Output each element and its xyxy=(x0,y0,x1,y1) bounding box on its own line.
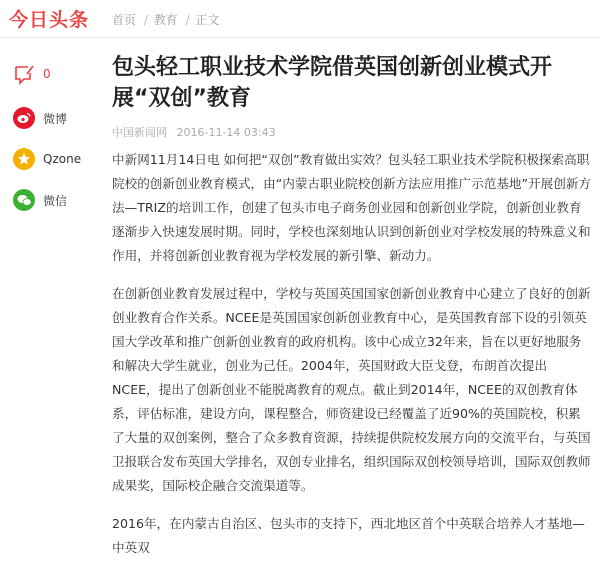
breadcrumb xyxy=(112,11,221,28)
share-weibo-button[interactable] xyxy=(13,106,93,130)
article-paragraph: 2016年，在内蒙古自治区、包头市的支持下，西北地区首个中英联合培养人才基地—中英双 xyxy=(112,516,585,555)
top-bar xyxy=(0,0,600,38)
article-paragraph: 在创新创业教育发展过程中，学校与英国英国国家创新创业教育中心建立了良好的创新创业教育合作关系。NCEE是英国国家创新创业教育中心，是英国教育部下设的引领英国大学改革和推广创新创业教育的政府机构。该中心成立32年来，旨在以更好地服务和解决大学生就业，创业为己任。2004年，英国财政大臣戈登，布朗首次提出NCEE，提出了创新创业不能脱离教育的观点。截止到2014年，NCEE的双创教育体系，评估标准，建设方向，课程整合，师资建设已经覆盖了近90%的英国院校，积累了大量的双创案例，整合了众多教育资源，持续提供院校发展方向的交流平台，与英国卫报联合发布英国大学排名，双创专业排名，组织国际双创校领导培训，国际双创教师成果奖，国际校企融合交流渠道等。 xyxy=(112,286,591,493)
share-wechat-label: 微信 xyxy=(43,193,68,208)
article-time: 2016-11-14 03:43 xyxy=(176,126,276,139)
article-body xyxy=(112,148,600,560)
share-qzone-label: Qzone xyxy=(43,152,82,166)
share-weibo-label: 微博 xyxy=(43,111,68,126)
qzone-icon xyxy=(13,148,35,170)
weibo-icon xyxy=(13,107,35,129)
article-title: 包头轻工职业技术学院借英国创新创业模式开展“双创”教育 xyxy=(112,55,553,111)
share-sidebar xyxy=(13,62,93,229)
breadcrumb-separator: / xyxy=(143,13,148,27)
share-wechat-button[interactable] xyxy=(13,188,93,212)
comment-button[interactable] xyxy=(13,62,93,86)
share-qzone-button[interactable] xyxy=(13,147,93,171)
breadcrumb-current: 正文 xyxy=(195,13,220,27)
breadcrumb-separator: / xyxy=(185,13,190,27)
breadcrumb-home[interactable]: 首页 xyxy=(112,13,137,27)
article-source[interactable]: 中国新闻网 xyxy=(112,126,167,139)
comment-count: 0 xyxy=(43,67,51,81)
wechat-icon xyxy=(13,189,35,211)
breadcrumb-education[interactable]: 教育 xyxy=(153,13,178,27)
article-paragraph: 中新网11月14日电 如何把“双创”教育做出实效？包头轻工职业技术学院积极探索高职院校的创新创业教育模式，由“内蒙古职业院校创新方法应用推广示范基地”开展创新方法—TRIZ的培训工作，创建了包头市电子商务创业园和创新创业学院，创新创业教育逐渐步入快速发展时期。同时，学校也深刻地认识到创新创业对学校发展的特殊意义和作用，并将创新创业教育视为学校发展的新引擎、新动力。 xyxy=(112,152,592,263)
comment-icon xyxy=(13,63,35,85)
site-logo[interactable]: 今日头条 xyxy=(9,9,90,31)
article-meta xyxy=(112,124,600,138)
article xyxy=(112,52,600,574)
